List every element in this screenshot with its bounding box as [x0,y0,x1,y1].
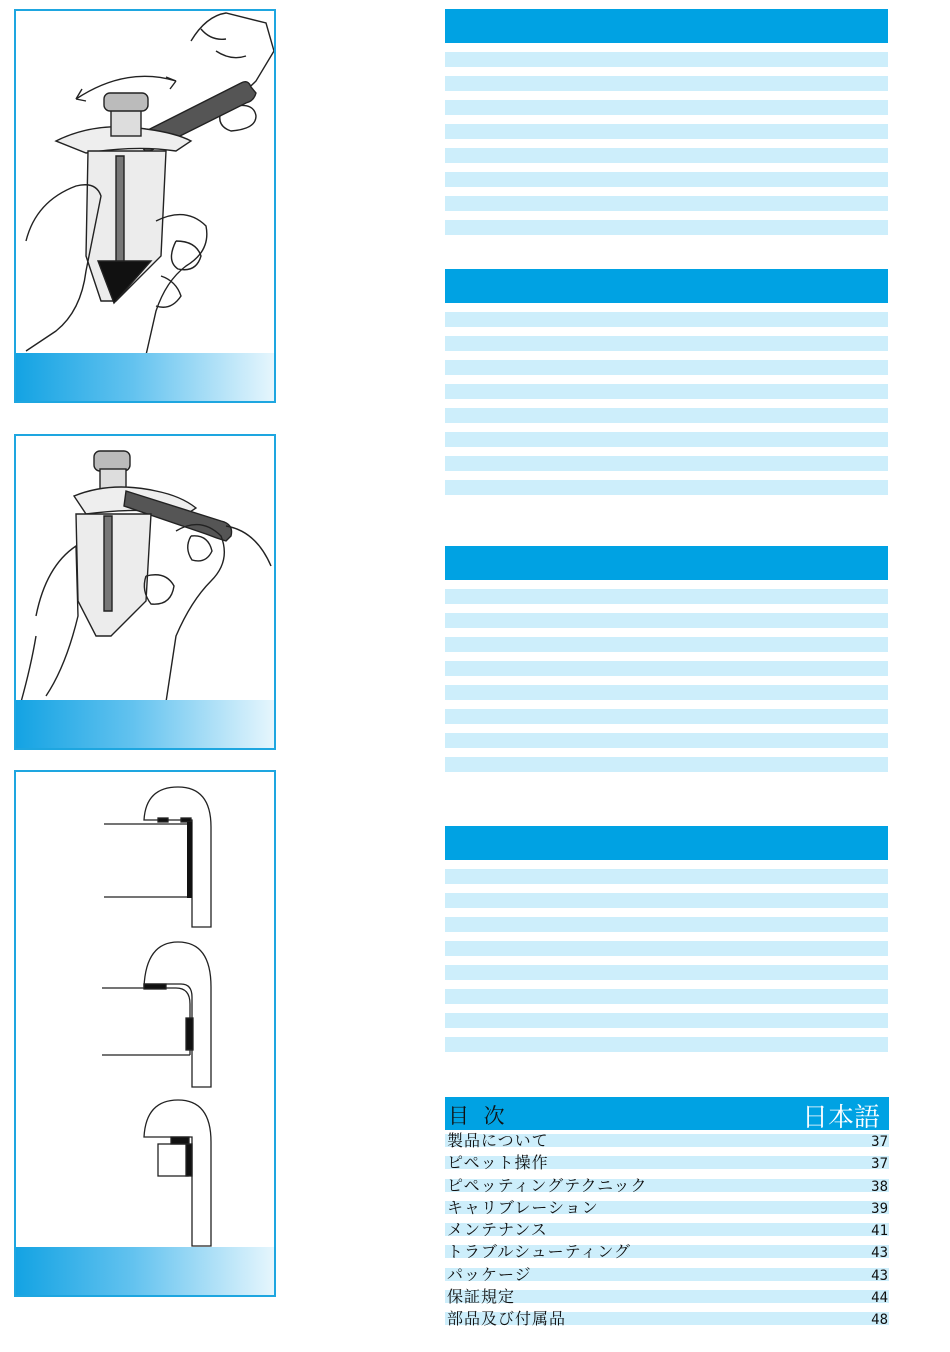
section-row [445,360,888,375]
toc-entry[interactable] [445,1130,889,1152]
section-row [445,893,888,908]
pipette-wrench-rotate-illustration [16,11,274,355]
toc-entry[interactable] [445,1308,889,1330]
toc-entry-label: トラブルシューティング [447,1242,632,1262]
section-row [445,733,888,748]
toc-entry-page: 43 [871,1245,888,1262]
section-row [445,589,888,604]
toc-entry-page: 44 [871,1290,888,1307]
toc-entry-page: 37 [871,1156,888,1173]
section-row [445,1013,888,1028]
section-row [445,172,888,187]
section-row [445,432,888,447]
section-row [445,613,888,628]
toc-entry-page: 37 [871,1134,888,1150]
toc-entry[interactable] [445,1264,889,1286]
section-row [445,312,888,327]
section-row [445,965,888,980]
toc-entry-label: メンテナンス [447,1220,548,1240]
table-of-contents [445,1097,889,1331]
toc-entry-page: 41 [871,1223,888,1240]
panel-gradient-band [16,353,274,401]
toc-entry-page: 48 [871,1312,888,1329]
illustration-panel-seal-diagram [14,770,276,1297]
toc-entry[interactable] [445,1286,889,1308]
section-row [445,456,888,471]
toc-entry[interactable] [445,1197,889,1219]
section-block-1 [445,9,888,235]
section-row [445,1037,888,1052]
toc-entry[interactable] [445,1241,889,1263]
section-header-bar [445,826,888,860]
toc-title: 目 次 [448,1104,509,1128]
toc-header [445,1097,889,1133]
pipette-wrench-hold-illustration [16,436,274,702]
section-block-2 [445,269,888,495]
section-row [445,100,888,115]
section-row [445,384,888,399]
toc-language-label: 日本語 [801,1103,880,1133]
toc-entry-label: キャリブレーション [447,1197,599,1217]
section-row [445,685,888,700]
seal-cross-section-diagram [16,772,274,1249]
section-row [445,124,888,139]
section-row [445,941,888,956]
toc-entry-page: 43 [871,1267,888,1284]
section-row [445,757,888,772]
section-row [445,989,888,1004]
illustration-panel-wrench-hold [14,434,276,750]
section-row [445,709,888,724]
section-row [445,637,888,652]
section-row [445,220,888,235]
section-row [445,76,888,91]
panel-gradient-band [16,1247,274,1295]
toc-entry-page: 39 [871,1200,888,1217]
toc-entry[interactable] [445,1175,889,1197]
section-row [445,408,888,423]
section-block-3 [445,546,888,772]
section-header-bar [445,546,888,580]
section-header-bar [445,9,888,43]
section-row [445,52,888,67]
toc-entry[interactable] [445,1152,889,1174]
section-row [445,661,888,676]
toc-entry-label: 部品及び付属品 [447,1309,567,1329]
section-row [445,917,888,932]
toc-entry-label: 製品について [447,1131,549,1150]
illustration-panel-wrench-rotate [14,9,276,403]
toc-entry-page: 38 [871,1178,888,1195]
toc-entry-label: 保証規定 [447,1287,516,1307]
section-row [445,336,888,351]
panel-gradient-band [16,700,274,748]
toc-entry-label: パッケージ [447,1264,532,1284]
section-row [445,196,888,211]
section-row [445,480,888,495]
section-row [445,148,888,163]
toc-entry-label: ピペッティングテクニック [447,1175,648,1195]
section-row [445,869,888,884]
section-block-4 [445,826,888,1052]
section-header-bar [445,269,888,303]
toc-entry[interactable] [445,1219,889,1241]
toc-entry-label: ピペット操作 [447,1153,549,1173]
